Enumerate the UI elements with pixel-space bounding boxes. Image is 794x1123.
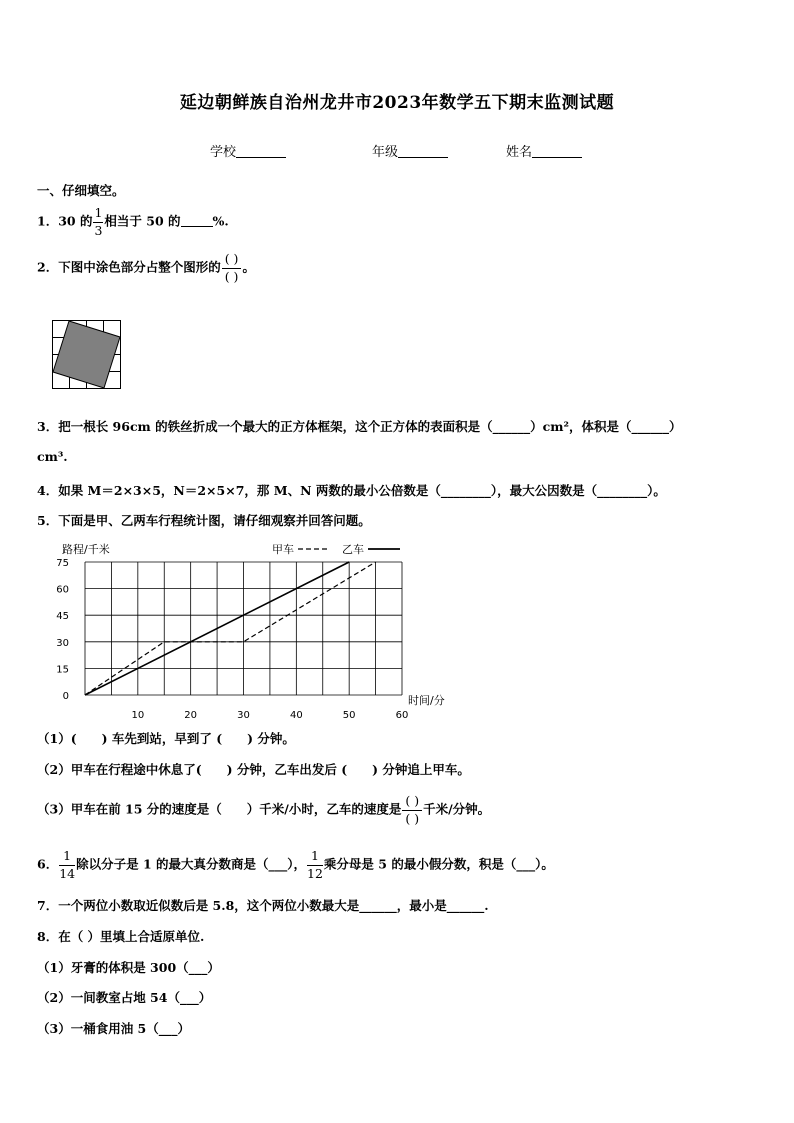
question-4: 4．如果 M＝2×3×5，N＝2×5×7，那 M、N 两数的最小公倍数是（________），最大公因数是（________）。	[37, 483, 666, 498]
question-5: 5．下面是甲、乙两车行程统计图，请仔细观察并回答问题。	[37, 513, 371, 528]
question-6: 6． $\frac{1}{14}$ 除以分子是 1 的最大真分数商是（___）， $\frac{1}{12}$ 乘分母是 5 的最小假分数，积是（___）。	[37, 848, 554, 881]
question-3: 3．把一根长 96cm 的铁丝折成一个最大的正方体框架，这个正方体的表面积是（______）cm²，体积是（______）	[37, 419, 682, 434]
y-tick-label: 0	[62, 691, 69, 702]
question-8-3: （3）一桶食用油 5（___）	[37, 1021, 190, 1036]
question-2: 2．下图中涂色部分占整个图形的 $\frac{( )}{( )}$ 。	[37, 251, 255, 284]
x-tick-label: 60	[395, 710, 409, 721]
shaded-square-figure	[52, 320, 122, 390]
grade-field[interactable]: 年级	[372, 141, 448, 160]
shaded-region	[53, 321, 120, 388]
legend-label-jia: 甲车	[272, 543, 294, 556]
page-title: 延边朝鲜族自治州龙井市2023年数学五下期末监测试题	[179, 93, 615, 113]
x-tick-label: 10	[131, 710, 145, 721]
question-8: 8．在（ ）里填上合适原单位.	[37, 929, 205, 944]
y-tick-label: 60	[56, 584, 69, 596]
x-tick-label: 30	[237, 710, 250, 721]
question-1: 1．30 的 $\frac{1}{3}$ 相当于 50 的 %.	[37, 205, 229, 238]
question-5-2: （2）甲车在行程途中休息了( ) 分钟，乙车出发后 ( ) 分钟追上甲车。	[37, 762, 470, 777]
question-8-1: （1）牙膏的体积是 300（___）	[37, 960, 220, 975]
y-tick-label: 30	[56, 637, 69, 649]
question-5-1: （1）( ) 车先到站，早到了 ( ) 分钟。	[37, 731, 295, 746]
name-field[interactable]: 姓名	[506, 141, 582, 160]
x-tick-label: 50	[342, 710, 356, 721]
travel-line-chart	[40, 536, 470, 726]
school-field[interactable]: 学校	[210, 141, 286, 160]
legend-label-yi: 乙车	[342, 543, 364, 556]
answer-fraction[interactable]: $\frac{( )}{( )}$	[402, 795, 422, 825]
x-axis-label: 时间/分	[408, 694, 445, 707]
y-axis-label: 路程/千米	[62, 543, 110, 556]
y-tick-label: 15	[56, 664, 69, 676]
series-line-jia	[85, 562, 376, 695]
fraction-one-twelfth: $\frac{1}{12}$	[307, 848, 323, 881]
question-8-2: （2）一间教室占地 54（___）	[37, 990, 212, 1005]
answer-fraction[interactable]: $\frac{( )}{( )}$	[222, 253, 242, 283]
question-3-continued: cm³.	[37, 449, 68, 464]
x-tick-label: 20	[184, 710, 198, 721]
answer-blank[interactable]	[181, 215, 213, 227]
y-tick-label: 75	[56, 558, 69, 569]
y-tick-label: 45	[56, 611, 69, 623]
question-7: 7．一个两位小数取近似数后是 5.8，这个两位小数最大是______，最小是______.	[37, 898, 489, 913]
fraction-one-third: $\frac{1}{3}$	[94, 205, 103, 238]
section-heading: 一、仔细填空。	[37, 183, 125, 198]
x-tick-label: 40	[289, 710, 303, 721]
fraction-one-fourteenth: $\frac{1}{14}$	[59, 848, 76, 881]
question-5-3: （3）甲车在前 15 分的速度是（ ）千米/小时，乙车的速度是 $\frac{( )}{( )}$ 千米/分钟。	[37, 793, 491, 826]
